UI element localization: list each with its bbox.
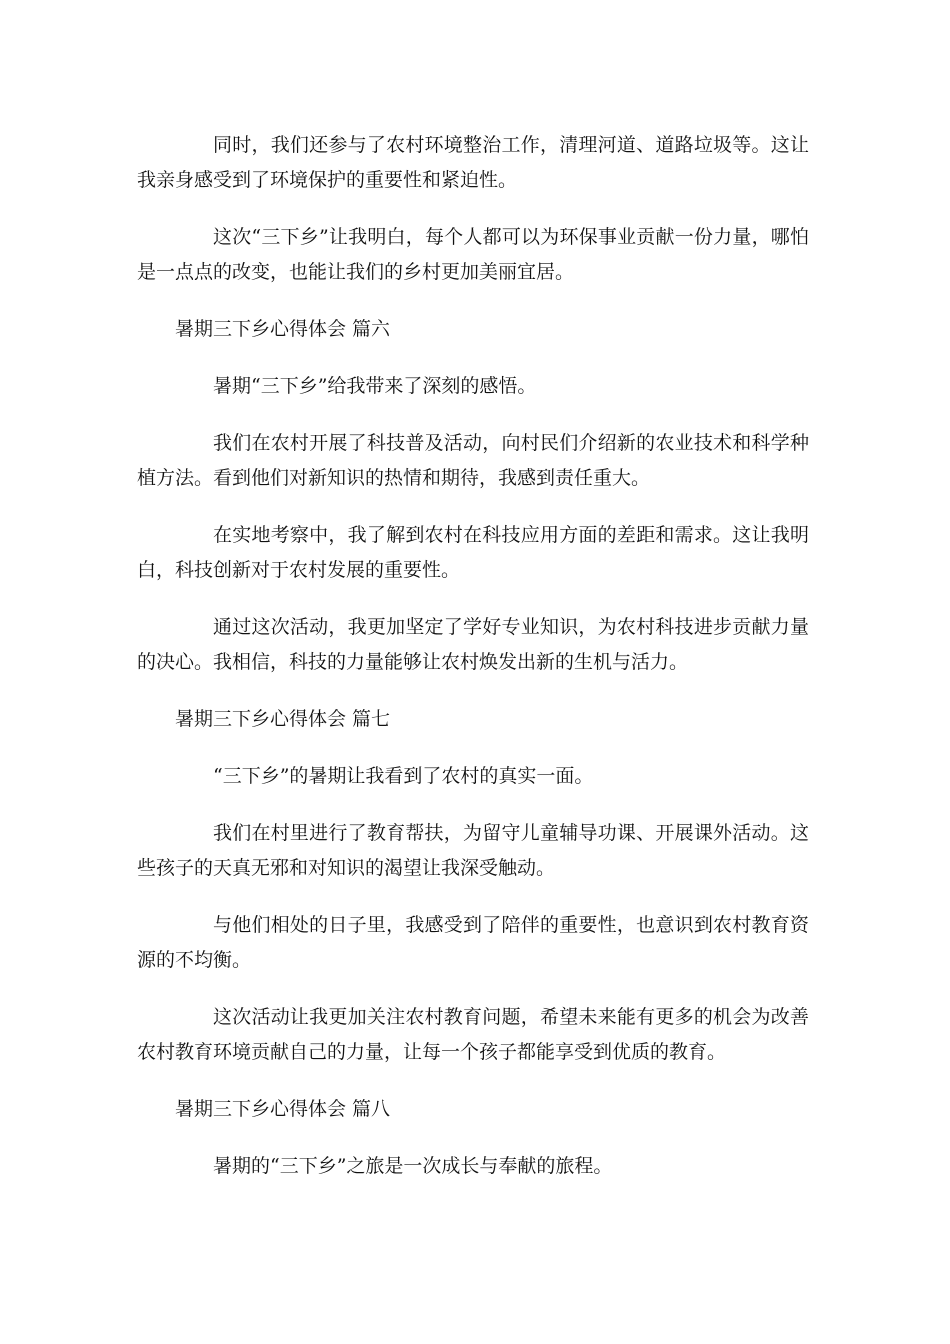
paragraph: 在实地考察中，我了解到农村在科技应用方面的差距和需求。这让我明白，科技创新对于农村发展的重要性。: [137, 524, 809, 581]
paragraph: 我们在村里进行了教育帮扶，为留守儿童辅导功课、开展课外活动。这些孩子的天真无邪和对知识的渴望让我深受触动。: [137, 822, 809, 879]
paragraph: 暑期的“三下乡”之旅是一次成长与奉献的旅程。: [213, 1155, 613, 1177]
paragraph: 同时，我们还参与了农村环境整治工作，清理河道、道路垃圾等。这让我亲身感受到了环境保护的重要性和紧迫性。: [137, 134, 809, 191]
section-heading: 暑期三下乡心得体会 篇八: [175, 1098, 391, 1120]
paragraph: 与他们相处的日子里，我感受到了陪伴的重要性，也意识到农村教育资源的不均衡。: [137, 914, 809, 971]
section-heading: 暑期三下乡心得体会 篇七: [175, 708, 391, 730]
paragraph: 这次活动让我更加关注农村教育问题，希望未来能有更多的机会为改善农村教育环境贡献自己的力量，让每一个孩子都能享受到优质的教育。: [137, 1006, 809, 1063]
paragraph: 暑期“三下乡”给我带来了深刻的感悟。: [213, 375, 537, 397]
paragraph: 通过这次活动，我更加坚定了学好专业知识，为农村科技进步贡献力量的决心。我相信，科技的力量能够让农村焕发出新的生机与活力。: [137, 616, 809, 673]
paragraph: 这次“三下乡”让我明白，每个人都可以为环保事业贡献一份力量，哪怕是一点点的改变，也能让我们的乡村更加美丽宜居。: [137, 226, 809, 283]
paragraph: 我们在农村开展了科技普及活动，向村民们介绍新的农业技术和科学种植方法。看到他们对新知识的热情和期待，我感到责任重大。: [137, 432, 809, 489]
section-heading: 暑期三下乡心得体会 篇六: [175, 318, 391, 340]
paragraph: “三下乡”的暑期让我看到了农村的真实一面。: [213, 765, 594, 787]
document-body: [137, 128, 809, 1206]
